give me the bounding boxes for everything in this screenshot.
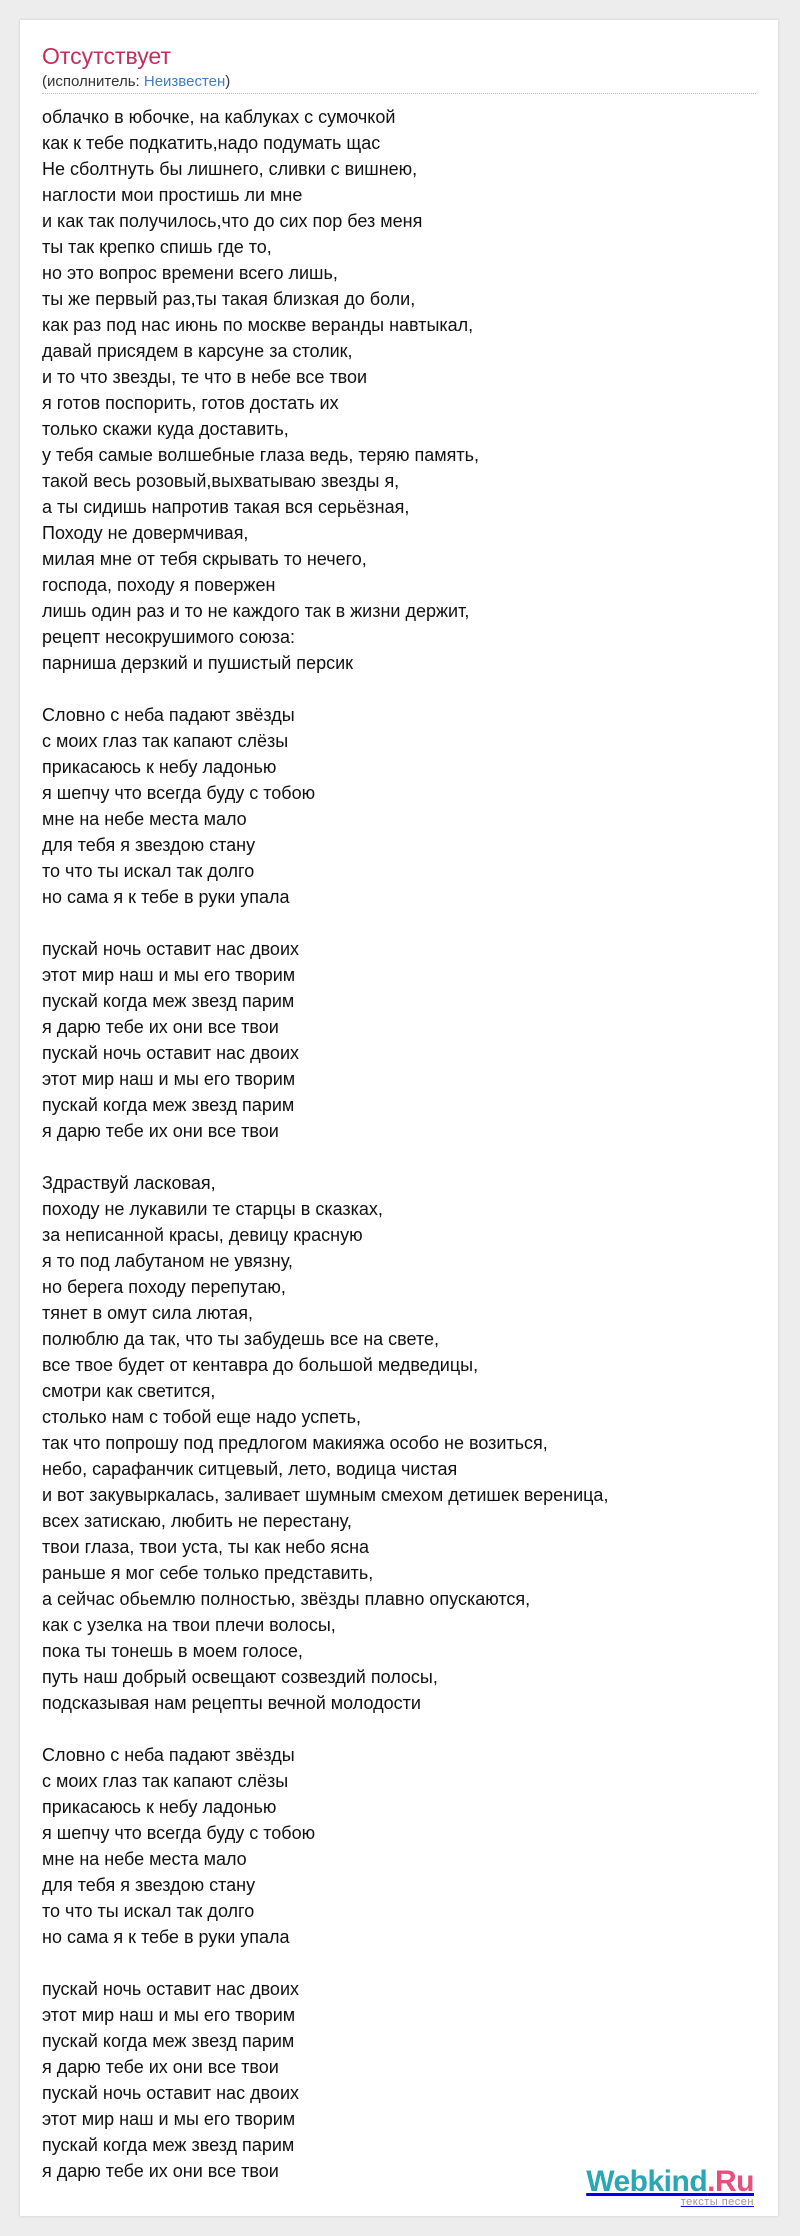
lyric-line: этот мир наш и мы его творим xyxy=(42,2109,296,2129)
lyric-line: я шепчу что всегда буду с тобою xyxy=(42,1823,316,1843)
lyric-line: раньше я мог себе только представить, xyxy=(42,1563,374,1583)
lyric-line: я дарю тебе их они все твои xyxy=(42,1017,279,1037)
lyric-line: столько нам с тобой еще надо успеть, xyxy=(42,1407,362,1427)
lyric-line: облачко в юбочке, на каблуках с сумочкой xyxy=(42,107,396,127)
lyric-line: и вот закувыркалась, заливает шумным смехом детишек вереница, xyxy=(42,1485,609,1505)
lyric-line: и как так получилось,что до сих пор без меня xyxy=(42,211,423,231)
lyric-line: но сама я к тебе в руки упала xyxy=(42,1927,290,1947)
lyric-line: то что ты искал так долго xyxy=(42,861,255,881)
lyric-line: походу не лукавили те старцы в сказках, xyxy=(42,1199,383,1219)
lyric-line: я готов поспорить, готов достать их xyxy=(42,393,339,413)
lyrics-stanza xyxy=(42,702,756,910)
lyric-line: наглости мои простишь ли мне xyxy=(42,185,303,205)
lyric-line: этот мир наш и мы его творим xyxy=(42,2005,296,2025)
lyric-line: этот мир наш и мы его творим xyxy=(42,1069,296,1089)
header-divider xyxy=(42,93,756,94)
lyric-line: но берега походу перепутаю, xyxy=(42,1277,286,1297)
lyric-line: Словно с неба падают звёзды xyxy=(42,705,295,725)
lyric-line: для тебя я звездою стану xyxy=(42,1875,256,1895)
logo-tagline: тексты песен xyxy=(680,2196,754,2208)
lyric-line: только скажи куда доставить, xyxy=(42,419,289,439)
artist-link[interactable]: Неизвестен xyxy=(143,73,226,90)
lyric-line: как к тебе подкатить,надо подумать щас xyxy=(42,133,381,153)
lyric-line: господа, походу я повержен xyxy=(42,575,276,595)
artist-prefix: (исполнитель: xyxy=(42,73,144,90)
lyric-line: давай присядем в карсуне за столик, xyxy=(42,341,353,361)
lyric-line: тянет в омут сила лютая, xyxy=(42,1303,253,1323)
lyric-line: небо, сарафанчик ситцевый, лето, водица чистая xyxy=(42,1459,458,1479)
lyric-line: но сама я к тебе в руки упала xyxy=(42,887,290,907)
lyric-line: а сейчас обьемлю полностью, звёзды плавно опускаются, xyxy=(42,1589,531,1609)
lyric-line: так что попрошу под предлогом макияжа особо не возиться, xyxy=(42,1433,548,1453)
lyric-line: мне на небе места мало xyxy=(42,809,247,829)
lyric-line: такой весь розовый,выхватываю звезды я, xyxy=(42,471,400,491)
lyric-line: пускай ночь оставит нас двоих xyxy=(42,939,300,959)
lyric-line: как раз под нас июнь по москве веранды навтыкал, xyxy=(42,315,474,335)
lyric-line: милая мне от тебя скрывать то нечего, xyxy=(42,549,367,569)
lyrics-stanza xyxy=(42,936,756,1144)
lyric-line: пока ты тонешь в моем голосе, xyxy=(42,1641,303,1661)
lyric-line: у тебя самые волшебные глаза ведь, теряю память, xyxy=(42,445,479,465)
lyrics-body xyxy=(42,104,756,2210)
lyric-line: смотри как светится, xyxy=(42,1381,216,1401)
lyric-line: пускай ночь оставит нас двоих xyxy=(42,2083,300,2103)
lyric-line: подсказывая нам рецепты вечной молодости xyxy=(42,1693,421,1713)
lyric-line: всех затискаю, любить не перестану, xyxy=(42,1511,352,1531)
lyric-line: полюблю да так, что ты забудешь все на свете, xyxy=(42,1329,439,1349)
lyric-line: Не сболтнуть бы лишнего, сливки с вишнею, xyxy=(42,159,418,179)
lyric-line: прикасаюсь к небу ладонью xyxy=(42,1797,277,1817)
lyrics-card xyxy=(20,20,778,2216)
lyrics-stanza xyxy=(42,1742,756,1950)
lyric-line: рецепт несокрушимого союза: xyxy=(42,627,296,647)
lyric-line: пускай когда меж звезд парим xyxy=(42,2135,295,2155)
lyric-line: я дарю тебе их они все твои xyxy=(42,2161,279,2181)
lyric-line: с моих глаз так капают слёзы xyxy=(42,1771,289,1791)
lyric-line: пускай когда меж звезд парим xyxy=(42,2031,295,2051)
lyric-line: как с узелка на твои плечи волосы, xyxy=(42,1615,336,1635)
artist-suffix: ) xyxy=(225,73,231,90)
lyric-line: я шепчу что всегда буду с тобою xyxy=(42,783,316,803)
song-title: Отсутствует xyxy=(42,43,171,69)
lyric-line: пускай ночь оставит нас двоих xyxy=(42,1043,300,1063)
lyric-line: парниша дерзкий и пушистый персик xyxy=(42,653,354,673)
lyric-line: Словно с неба падают звёзды xyxy=(42,1745,295,1765)
logo-tld: .Ru xyxy=(707,2165,754,2198)
logo-wordmark xyxy=(586,2166,754,2198)
lyric-line: для тебя я звездою стану xyxy=(42,835,256,855)
lyric-line: пускай ночь оставит нас двоих xyxy=(42,1979,300,1999)
lyric-line: Здраствуй ласковая, xyxy=(42,1173,216,1193)
lyrics-stanza xyxy=(42,1170,756,1716)
lyric-line: этот мир наш и мы его творим xyxy=(42,965,296,985)
lyric-line: Походу не довермчивая, xyxy=(42,523,249,543)
lyric-line: а ты сидишь напротив такая вся серьёзная, xyxy=(42,497,410,517)
lyric-line: ты так крепко спишь где то, xyxy=(42,237,272,257)
lyric-line: мне на небе места мало xyxy=(42,1849,247,1869)
site-logo[interactable] xyxy=(586,2166,754,2208)
lyric-line: лишь один раз и то не каждого так в жизни держит, xyxy=(42,601,470,621)
lyric-line: я дарю тебе их они все твои xyxy=(42,1121,279,1141)
lyric-line: я то под лабутаном не увязну, xyxy=(42,1251,293,1271)
lyric-line: пускай когда меж звезд парим xyxy=(42,991,295,1011)
lyric-line: путь наш добрый освещают созвездий полосы, xyxy=(42,1667,438,1687)
lyric-line: я дарю тебе их они все твои xyxy=(42,2057,279,2077)
lyric-line: и то что звезды, те что в небе все твои xyxy=(42,367,368,387)
lyric-line: но это вопрос времени всего лишь, xyxy=(42,263,338,283)
lyric-line: твои глаза, твои уста, ты как небо ясна xyxy=(42,1537,370,1557)
lyrics-stanza xyxy=(42,104,756,676)
lyric-line: за неписанной красы, девицу красную xyxy=(42,1225,363,1245)
lyrics-stanza xyxy=(42,1976,756,2184)
lyric-line: все твое будет от кентавра до большой медведицы, xyxy=(42,1355,479,1375)
lyric-line: ты же первый раз,ты такая близкая до боли, xyxy=(42,289,416,309)
logo-word: Webkind xyxy=(586,2165,708,2198)
artist-line xyxy=(42,73,230,91)
lyric-line: прикасаюсь к небу ладонью xyxy=(42,757,277,777)
lyric-line: то что ты искал так долго xyxy=(42,1901,255,1921)
lyric-line: с моих глаз так капают слёзы xyxy=(42,731,289,751)
lyric-line: пускай когда меж звезд парим xyxy=(42,1095,295,1115)
